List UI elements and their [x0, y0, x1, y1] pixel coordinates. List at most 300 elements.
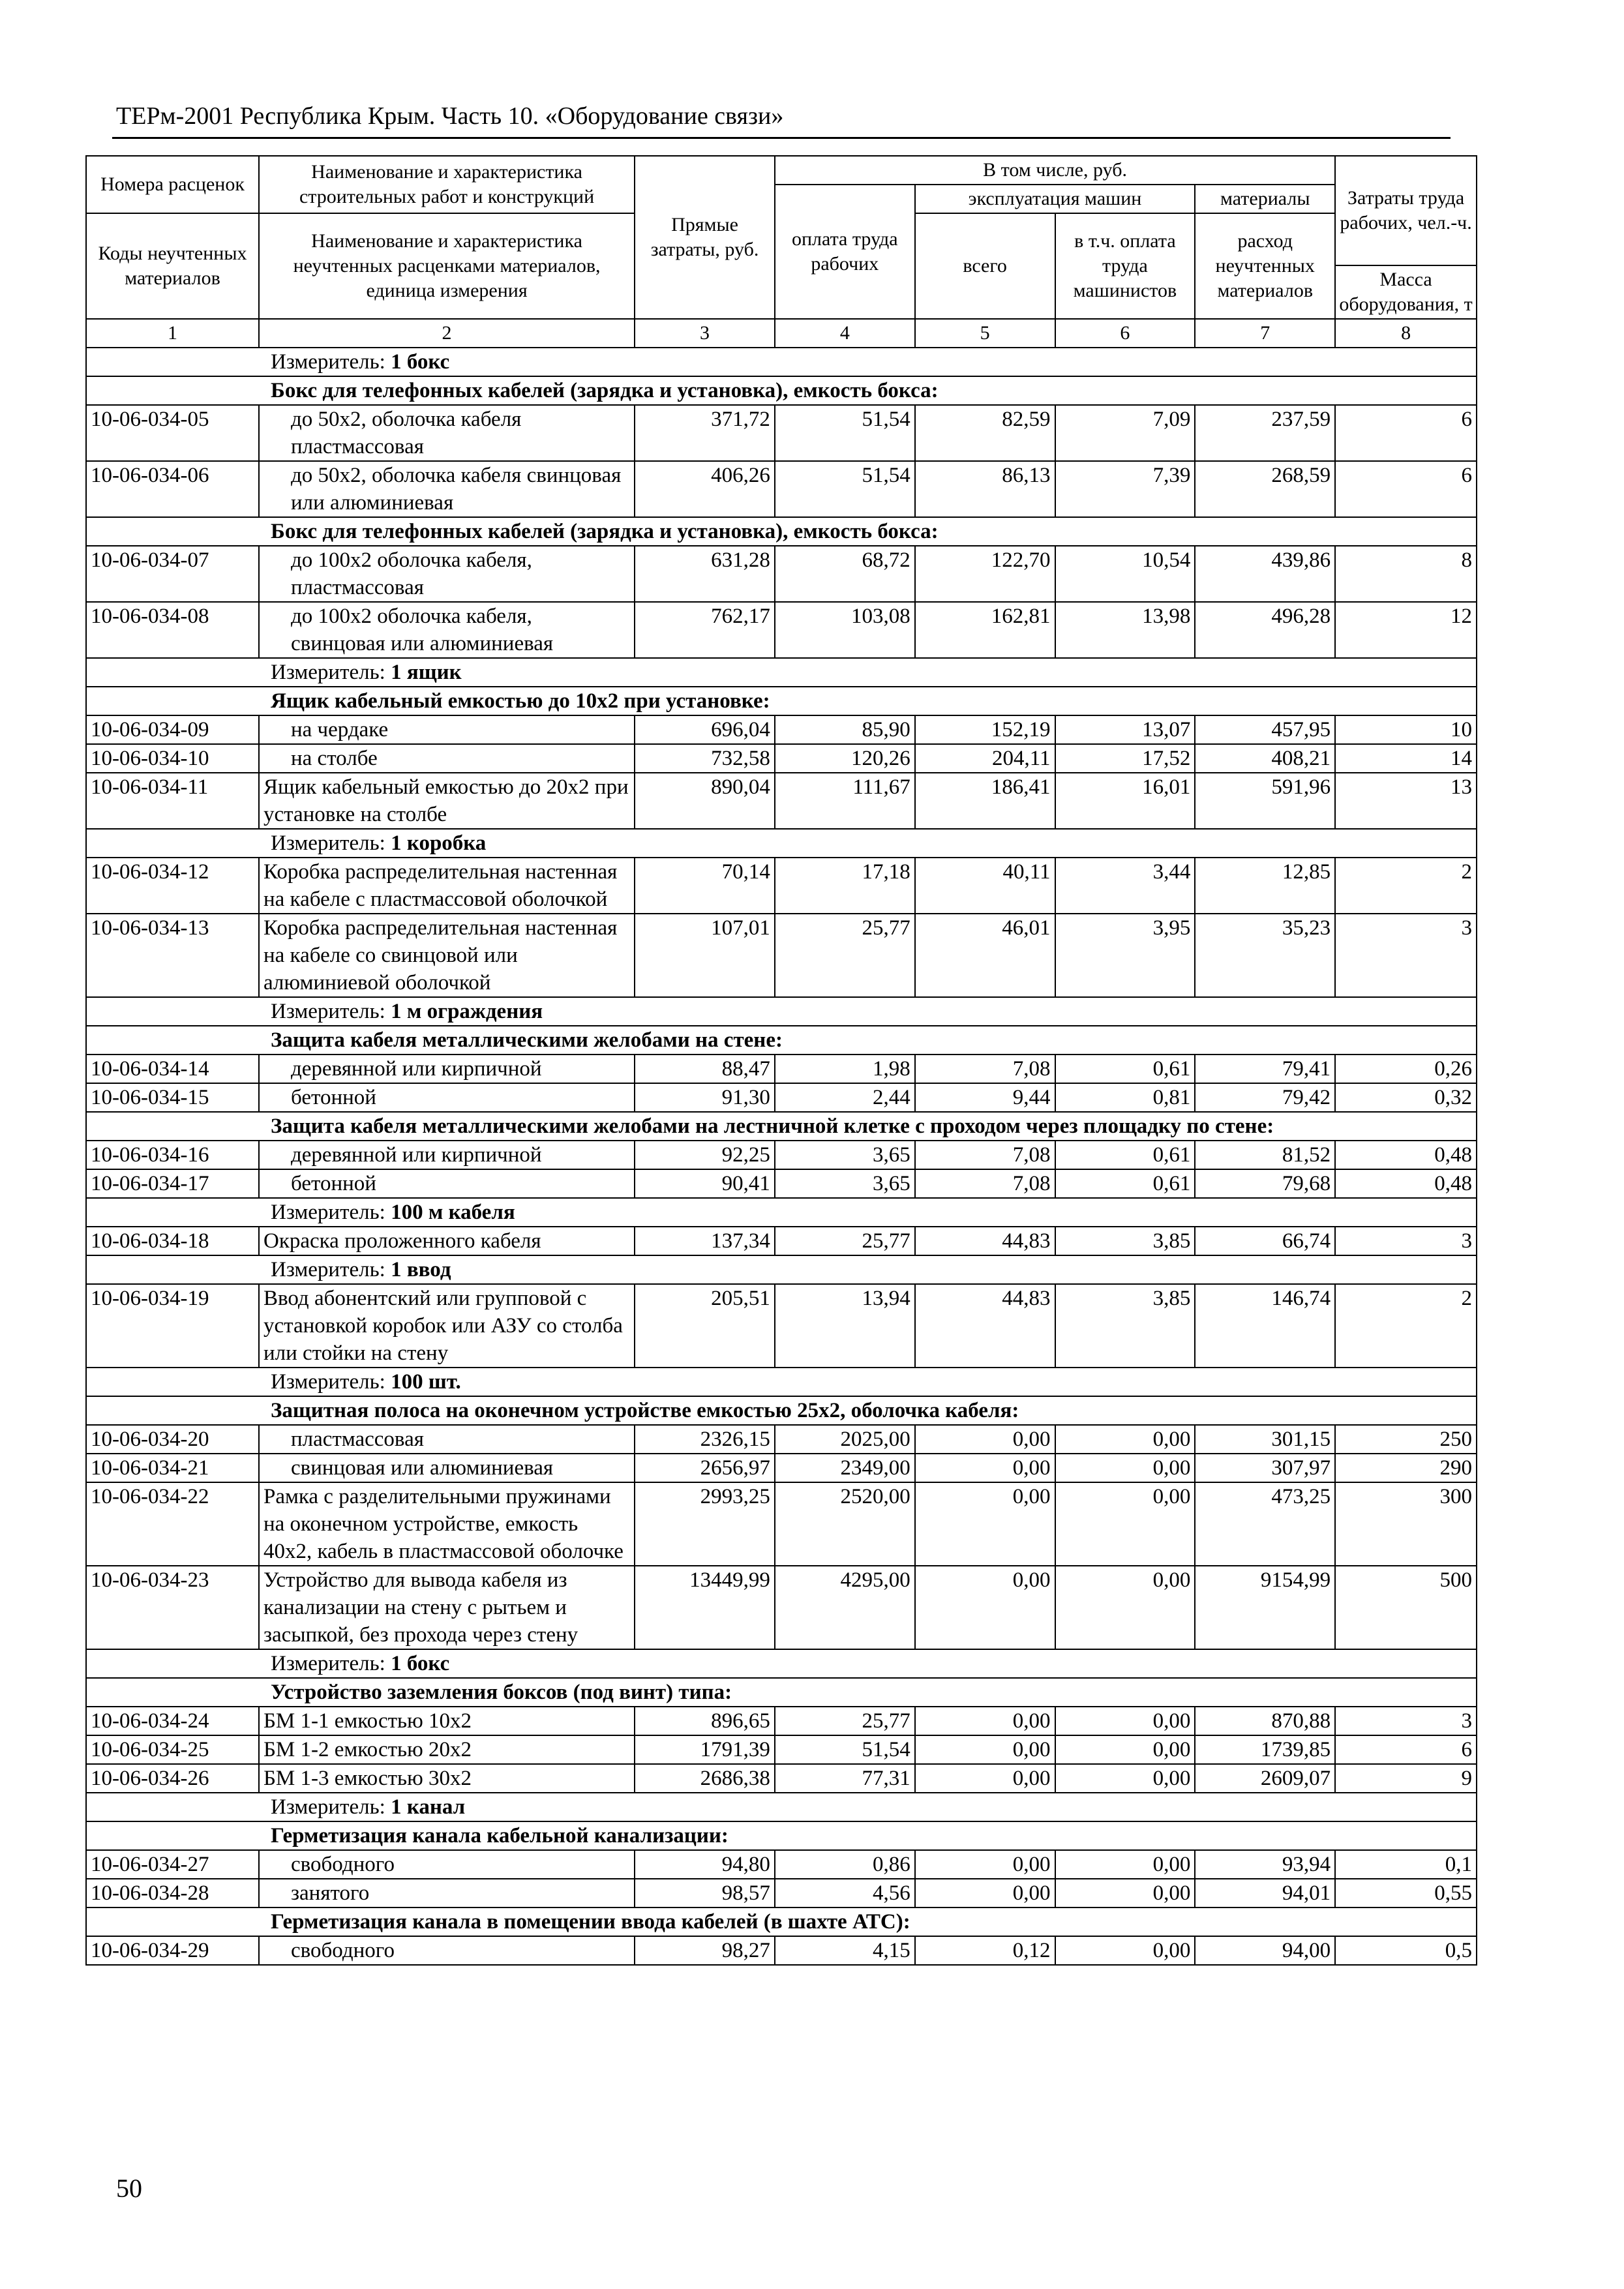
group-heading-row — [86, 517, 1477, 546]
direct-costs: 762,17 — [635, 602, 775, 658]
machines-total: 162,81 — [915, 602, 1055, 658]
materials: 496,28 — [1195, 602, 1335, 658]
machines-total: 0,00 — [915, 1735, 1055, 1764]
labor-pay: 51,54 — [775, 461, 915, 517]
labor-pay: 25,77 — [775, 914, 915, 997]
labor-pay: 3,65 — [775, 1141, 915, 1169]
direct-costs: 70,14 — [635, 858, 775, 914]
measure-row — [86, 1198, 1477, 1227]
labor-hours: 6 — [1335, 461, 1477, 517]
rate-code: 10-06-034-06 — [86, 461, 259, 517]
materials: 473,25 — [1195, 1482, 1335, 1566]
labor-hours: 3 — [1335, 1707, 1477, 1735]
measure-label: Измеритель: — [271, 1370, 385, 1394]
rate-name: Ящик кабельный емкостью до 20х2 при установке на столбе — [259, 773, 635, 829]
materials: 439,86 — [1195, 546, 1335, 602]
machinists-pay: 0,00 — [1055, 1454, 1195, 1482]
machinists-pay: 17,52 — [1055, 744, 1195, 773]
group-heading: Герметизация канала кабельной канализации: — [86, 1821, 1477, 1850]
materials: 2609,07 — [1195, 1764, 1335, 1793]
labor-hours: 2 — [1335, 858, 1477, 914]
column-number: 5 — [915, 319, 1055, 348]
machines-total: 86,13 — [915, 461, 1055, 517]
machinists-pay: 0,00 — [1055, 1936, 1195, 1965]
labor-pay: 25,77 — [775, 1707, 915, 1735]
rate-code: 10-06-034-10 — [86, 744, 259, 773]
measure-row — [86, 1255, 1477, 1284]
header-equipment-mass: Масса оборудования, т — [1335, 265, 1477, 319]
machinists-pay: 0,00 — [1055, 1850, 1195, 1879]
machinists-pay: 3,85 — [1055, 1227, 1195, 1255]
column-number: 2 — [259, 319, 635, 348]
rate-code: 10-06-034-16 — [86, 1141, 259, 1169]
table-row — [86, 1169, 1477, 1198]
direct-costs: 631,28 — [635, 546, 775, 602]
machines-total: 40,11 — [915, 858, 1055, 914]
machines-total: 0,00 — [915, 1850, 1055, 1879]
group-heading: Ящик кабельный емкостью до 10х2 при установке: — [86, 687, 1477, 715]
measure-cell — [86, 1793, 1477, 1821]
machinists-pay: 0,00 — [1055, 1764, 1195, 1793]
header-machines-total: всего — [915, 213, 1055, 319]
labor-pay: 2025,00 — [775, 1425, 915, 1454]
direct-costs: 1791,39 — [635, 1735, 775, 1764]
measure-label: Измеритель: — [271, 1652, 385, 1675]
machinists-pay: 3,95 — [1055, 914, 1195, 997]
labor-pay: 25,77 — [775, 1227, 915, 1255]
measure-value: 1 м ограждения — [391, 1000, 543, 1023]
labor-pay: 2,44 — [775, 1083, 915, 1112]
rate-code: 10-06-034-12 — [86, 858, 259, 914]
rate-name: свободного — [259, 1850, 635, 1879]
group-heading-row — [86, 1821, 1477, 1850]
direct-costs: 98,57 — [635, 1879, 775, 1908]
table-row — [86, 461, 1477, 517]
rate-name: бетонной — [259, 1083, 635, 1112]
group-heading-row — [86, 1396, 1477, 1425]
materials: 35,23 — [1195, 914, 1335, 997]
table-row — [86, 1764, 1477, 1793]
machines-total: 0,00 — [915, 1566, 1055, 1649]
header-machinists-pay: в т.ч. оплата труда машинистов — [1055, 213, 1195, 319]
page-header — [112, 91, 1451, 139]
machinists-pay: 0,61 — [1055, 1055, 1195, 1083]
column-number: 1 — [86, 319, 259, 348]
machines-total: 0,00 — [915, 1482, 1055, 1566]
machinists-pay: 7,39 — [1055, 461, 1195, 517]
rate-name: свинцовая или алюминиевая — [259, 1454, 635, 1482]
labor-hours: 14 — [1335, 744, 1477, 773]
labor-hours: 0,55 — [1335, 1879, 1477, 1908]
measure-cell — [86, 348, 1477, 376]
measure-value: 1 ящик — [391, 661, 462, 684]
machines-total: 122,70 — [915, 546, 1055, 602]
machines-total: 82,59 — [915, 405, 1055, 461]
machinists-pay: 0,00 — [1055, 1735, 1195, 1764]
rate-code: 10-06-034-19 — [86, 1284, 259, 1368]
measure-value: 100 м кабеля — [391, 1201, 515, 1224]
measure-label: Измеритель: — [271, 1258, 385, 1281]
header-machines: эксплуатация машин — [915, 185, 1195, 213]
direct-costs: 371,72 — [635, 405, 775, 461]
materials: 94,00 — [1195, 1936, 1335, 1965]
measure-value: 1 бокс — [391, 1652, 450, 1675]
labor-pay: 68,72 — [775, 546, 915, 602]
rate-code: 10-06-034-08 — [86, 602, 259, 658]
column-number: 8 — [1335, 319, 1477, 348]
labor-pay: 1,98 — [775, 1055, 915, 1083]
materials: 79,42 — [1195, 1083, 1335, 1112]
machines-total: 0,00 — [915, 1764, 1055, 1793]
measure-cell — [86, 1368, 1477, 1396]
machines-total: 204,11 — [915, 744, 1055, 773]
direct-costs: 137,34 — [635, 1227, 775, 1255]
direct-costs: 91,30 — [635, 1083, 775, 1112]
machines-total: 0,12 — [915, 1936, 1055, 1965]
machines-total: 0,00 — [915, 1425, 1055, 1454]
rate-name: БМ 1-3 емкостью 30х2 — [259, 1764, 635, 1793]
labor-hours: 0,32 — [1335, 1083, 1477, 1112]
machines-total: 0,00 — [915, 1879, 1055, 1908]
labor-hours: 10 — [1335, 715, 1477, 744]
rate-name: Окраска проложенного кабеля — [259, 1227, 635, 1255]
group-heading-row — [86, 1112, 1477, 1141]
labor-pay: 2520,00 — [775, 1482, 915, 1566]
rate-name: на чердаке — [259, 715, 635, 744]
measure-cell — [86, 1649, 1477, 1678]
machinists-pay: 16,01 — [1055, 773, 1195, 829]
direct-costs: 205,51 — [635, 1284, 775, 1368]
labor-pay: 0,86 — [775, 1850, 915, 1879]
table-row — [86, 914, 1477, 997]
materials: 79,41 — [1195, 1055, 1335, 1083]
group-heading: Защитная полоса на оконечном устройстве емкостью 25х2, оболочка кабеля: — [86, 1396, 1477, 1425]
rate-name: до 50х2, оболочка кабеля свинцовая или алюминиевая — [259, 461, 635, 517]
materials: 66,74 — [1195, 1227, 1335, 1255]
rate-name: до 100х2 оболочка кабеля, свинцовая или алюминиевая — [259, 602, 635, 658]
measure-cell — [86, 1198, 1477, 1227]
measure-cell — [86, 1255, 1477, 1284]
labor-hours: 500 — [1335, 1566, 1477, 1649]
column-number: 4 — [775, 319, 915, 348]
header-including: В том числе, руб. — [775, 156, 1335, 185]
table-row — [86, 1425, 1477, 1454]
labor-pay: 85,90 — [775, 715, 915, 744]
table-header — [86, 156, 1477, 348]
materials: 94,01 — [1195, 1879, 1335, 1908]
materials: 81,52 — [1195, 1141, 1335, 1169]
materials: 870,88 — [1195, 1707, 1335, 1735]
group-heading-row — [86, 376, 1477, 405]
group-heading-row — [86, 1908, 1477, 1936]
rate-name: Коробка распределительная настенная на кабеле со свинцовой или алюминиевой оболочкой — [259, 914, 635, 997]
direct-costs: 896,65 — [635, 1707, 775, 1735]
direct-costs: 2656,97 — [635, 1454, 775, 1482]
materials: 237,59 — [1195, 405, 1335, 461]
rate-code: 10-06-034-13 — [86, 914, 259, 997]
measure-row — [86, 829, 1477, 858]
machinists-pay: 7,09 — [1055, 405, 1195, 461]
group-heading: Бокс для телефонных кабелей (зарядка и установка), емкость бокса: — [86, 376, 1477, 405]
direct-costs: 732,58 — [635, 744, 775, 773]
direct-costs: 890,04 — [635, 773, 775, 829]
machines-total: 7,08 — [915, 1169, 1055, 1198]
labor-hours: 0,48 — [1335, 1169, 1477, 1198]
rate-code: 10-06-034-07 — [86, 546, 259, 602]
direct-costs: 13449,99 — [635, 1566, 775, 1649]
column-number: 7 — [1195, 319, 1335, 348]
machinists-pay: 10,54 — [1055, 546, 1195, 602]
table-row — [86, 1936, 1477, 1965]
table-row — [86, 1707, 1477, 1735]
machines-total: 0,00 — [915, 1454, 1055, 1482]
labor-hours: 0,26 — [1335, 1055, 1477, 1083]
header-material-codes: Коды неучтенных материалов — [86, 213, 259, 319]
labor-hours: 0,48 — [1335, 1141, 1477, 1169]
table-row — [86, 1454, 1477, 1482]
machines-total: 44,83 — [915, 1227, 1055, 1255]
table-row — [86, 858, 1477, 914]
labor-pay: 4,56 — [775, 1879, 915, 1908]
rate-code: 10-06-034-15 — [86, 1083, 259, 1112]
labor-hours: 250 — [1335, 1425, 1477, 1454]
document-title: ТЕРм-2001 Республика Крым. Часть 10. «Оборудование связи» — [116, 102, 784, 130]
table-row — [86, 715, 1477, 744]
rate-name: деревянной или кирпичной — [259, 1055, 635, 1083]
table-row — [86, 1879, 1477, 1908]
machines-total: 9,44 — [915, 1083, 1055, 1112]
labor-hours: 13 — [1335, 773, 1477, 829]
rate-name: БМ 1-1 емкостью 10х2 — [259, 1707, 635, 1735]
rate-name: пластмассовая — [259, 1425, 635, 1454]
direct-costs: 92,25 — [635, 1141, 775, 1169]
table-row — [86, 405, 1477, 461]
table-row — [86, 1055, 1477, 1083]
header-labor-pay: оплата труда рабочих — [775, 185, 915, 319]
machinists-pay: 0,00 — [1055, 1566, 1195, 1649]
group-heading-row — [86, 687, 1477, 715]
column-number: 3 — [635, 319, 775, 348]
labor-pay: 77,31 — [775, 1764, 915, 1793]
measure-label: Измеритель: — [271, 831, 385, 855]
machines-total: 7,08 — [915, 1055, 1055, 1083]
rate-code: 10-06-034-22 — [86, 1482, 259, 1566]
direct-costs: 2686,38 — [635, 1764, 775, 1793]
measure-cell — [86, 997, 1477, 1026]
labor-pay: 4,15 — [775, 1936, 915, 1965]
measure-row — [86, 1793, 1477, 1821]
machinists-pay: 13,07 — [1055, 715, 1195, 744]
table-row — [86, 1141, 1477, 1169]
measure-row — [86, 1649, 1477, 1678]
machines-total: 7,08 — [915, 1141, 1055, 1169]
rate-name: до 100х2 оболочка кабеля, пластмассовая — [259, 546, 635, 602]
direct-costs: 406,26 — [635, 461, 775, 517]
labor-pay: 2349,00 — [775, 1454, 915, 1482]
table-row — [86, 1284, 1477, 1368]
rate-code: 10-06-034-23 — [86, 1566, 259, 1649]
rate-code: 10-06-034-20 — [86, 1425, 259, 1454]
rate-name: БМ 1-2 емкостью 20х2 — [259, 1735, 635, 1764]
rate-code: 10-06-034-25 — [86, 1735, 259, 1764]
labor-pay: 103,08 — [775, 602, 915, 658]
rate-name: деревянной или кирпичной — [259, 1141, 635, 1169]
header-material-description: Наименование и характеристика неучтенных расценками материалов, единица измерения — [259, 213, 635, 319]
materials: 301,15 — [1195, 1425, 1335, 1454]
rate-code: 10-06-034-24 — [86, 1707, 259, 1735]
materials: 9154,99 — [1195, 1566, 1335, 1649]
header-materials: материалы — [1195, 185, 1335, 213]
rate-code: 10-06-034-27 — [86, 1850, 259, 1879]
header-rate-numbers: Номера расценок — [86, 156, 259, 213]
rate-name: Коробка распределительная настенная на кабеле с пластмассовой оболочкой — [259, 858, 635, 914]
rate-name: на столбе — [259, 744, 635, 773]
header-unaccounted-materials: расход неучтенных материалов — [1195, 213, 1335, 319]
machinists-pay: 0,81 — [1055, 1083, 1195, 1112]
measure-row — [86, 997, 1477, 1026]
labor-hours: 3 — [1335, 914, 1477, 997]
header-work-description: Наименование и характеристика строительных работ и конструкций — [259, 156, 635, 213]
labor-hours: 12 — [1335, 602, 1477, 658]
machinists-pay: 0,00 — [1055, 1482, 1195, 1566]
materials: 1739,85 — [1195, 1735, 1335, 1764]
labor-pay: 17,18 — [775, 858, 915, 914]
table-row — [86, 1566, 1477, 1649]
labor-hours: 6 — [1335, 405, 1477, 461]
measure-label: Измеритель: — [271, 1795, 385, 1819]
materials: 457,95 — [1195, 715, 1335, 744]
measure-value: 100 шт. — [391, 1370, 461, 1394]
materials: 79,68 — [1195, 1169, 1335, 1198]
header-direct-costs: Прямые затраты, руб. — [635, 156, 775, 319]
rate-code: 10-06-034-18 — [86, 1227, 259, 1255]
direct-costs: 94,80 — [635, 1850, 775, 1879]
labor-pay: 51,54 — [775, 405, 915, 461]
rate-code: 10-06-034-28 — [86, 1879, 259, 1908]
measure-value: 1 канал — [391, 1795, 466, 1819]
rate-name: Рамка с разделительными пружинами на оконечном устройстве, емкость 40х2, кабель в пластмассовой оболочке — [259, 1482, 635, 1566]
measure-row — [86, 658, 1477, 687]
group-heading: Бокс для телефонных кабелей (зарядка и установка), емкость бокса: — [86, 517, 1477, 546]
materials: 146,74 — [1195, 1284, 1335, 1368]
page-number: 50 — [116, 2174, 142, 2203]
machinists-pay: 0,61 — [1055, 1141, 1195, 1169]
rate-code: 10-06-034-05 — [86, 405, 259, 461]
rate-name: до 50х2, оболочка кабеля пластмассовая — [259, 405, 635, 461]
column-number: 6 — [1055, 319, 1195, 348]
rate-code: 10-06-034-17 — [86, 1169, 259, 1198]
machines-total: 46,01 — [915, 914, 1055, 997]
labor-hours: 3 — [1335, 1227, 1477, 1255]
direct-costs: 90,41 — [635, 1169, 775, 1198]
group-heading: Устройство заземления боксов (под винт) типа: — [86, 1678, 1477, 1707]
materials: 408,21 — [1195, 744, 1335, 773]
machinists-pay: 3,44 — [1055, 858, 1195, 914]
table-row — [86, 744, 1477, 773]
rate-name: бетонной — [259, 1169, 635, 1198]
table-row — [86, 773, 1477, 829]
measure-row — [86, 1368, 1477, 1396]
machinists-pay: 0,61 — [1055, 1169, 1195, 1198]
labor-hours: 9 — [1335, 1764, 1477, 1793]
group-heading: Защита кабеля металлическими желобами на стене: — [86, 1026, 1477, 1055]
labor-hours: 8 — [1335, 546, 1477, 602]
rate-code: 10-06-034-21 — [86, 1454, 259, 1482]
table-body — [86, 348, 1477, 1965]
table-row — [86, 1850, 1477, 1879]
table-row — [86, 1083, 1477, 1112]
labor-hours: 0,5 — [1335, 1936, 1477, 1965]
measure-label: Измеритель: — [271, 1000, 385, 1023]
rate-code: 10-06-034-11 — [86, 773, 259, 829]
rate-code: 10-06-034-14 — [86, 1055, 259, 1083]
measure-label: Измеритель: — [271, 350, 385, 374]
group-heading-row — [86, 1678, 1477, 1707]
labor-pay: 111,67 — [775, 773, 915, 829]
direct-costs: 696,04 — [635, 715, 775, 744]
labor-pay: 13,94 — [775, 1284, 915, 1368]
direct-costs: 98,27 — [635, 1936, 775, 1965]
measure-cell — [86, 829, 1477, 858]
labor-hours: 6 — [1335, 1735, 1477, 1764]
measure-cell — [86, 658, 1477, 687]
rate-code: 10-06-034-09 — [86, 715, 259, 744]
labor-hours: 0,1 — [1335, 1850, 1477, 1879]
direct-costs: 88,47 — [635, 1055, 775, 1083]
labor-pay: 4295,00 — [775, 1566, 915, 1649]
group-heading: Защита кабеля металлическими желобами на лестничной клетке с проходом через площадку по стене: — [86, 1112, 1477, 1141]
machinists-pay: 0,00 — [1055, 1707, 1195, 1735]
table-row — [86, 1227, 1477, 1255]
rate-name: Устройство для вывода кабеля из канализации на стену с рытьем и засыпкой, без прохода через стену — [259, 1566, 635, 1649]
group-heading-row — [86, 1026, 1477, 1055]
labor-pay: 51,54 — [775, 1735, 915, 1764]
materials: 268,59 — [1195, 461, 1335, 517]
materials: 12,85 — [1195, 858, 1335, 914]
measure-label: Измеритель: — [271, 661, 385, 684]
measure-value: 1 бокс — [391, 350, 450, 374]
labor-hours: 290 — [1335, 1454, 1477, 1482]
table-row — [86, 1482, 1477, 1566]
direct-costs: 2993,25 — [635, 1482, 775, 1566]
rate-name: занятого — [259, 1879, 635, 1908]
direct-costs: 2326,15 — [635, 1425, 775, 1454]
table-row — [86, 602, 1477, 658]
machines-total: 44,83 — [915, 1284, 1055, 1368]
materials: 591,96 — [1195, 773, 1335, 829]
labor-pay: 120,26 — [775, 744, 915, 773]
machines-total: 186,41 — [915, 773, 1055, 829]
materials: 93,94 — [1195, 1850, 1335, 1879]
table-row — [86, 546, 1477, 602]
rate-code: 10-06-034-29 — [86, 1936, 259, 1965]
rates-table — [85, 155, 1477, 1966]
labor-hours: 2 — [1335, 1284, 1477, 1368]
group-heading: Герметизация канала в помещении ввода кабелей (в шахте АТС): — [86, 1908, 1477, 1936]
machinists-pay: 0,00 — [1055, 1425, 1195, 1454]
table-row — [86, 1735, 1477, 1764]
labor-hours: 300 — [1335, 1482, 1477, 1566]
header-labor-hours: Затраты труда рабочих, чел.-ч. — [1335, 156, 1477, 265]
measure-label: Измеритель: — [271, 1201, 385, 1224]
labor-pay: 3,65 — [775, 1169, 915, 1198]
rate-name: свободного — [259, 1936, 635, 1965]
measure-value: 1 ввод — [391, 1258, 451, 1281]
machines-total: 152,19 — [915, 715, 1055, 744]
rate-name: Ввод абонентский или групповой с установкой коробок или АЗУ со столба или стойки на стену — [259, 1284, 635, 1368]
materials: 307,97 — [1195, 1454, 1335, 1482]
measure-value: 1 коробка — [391, 831, 487, 855]
